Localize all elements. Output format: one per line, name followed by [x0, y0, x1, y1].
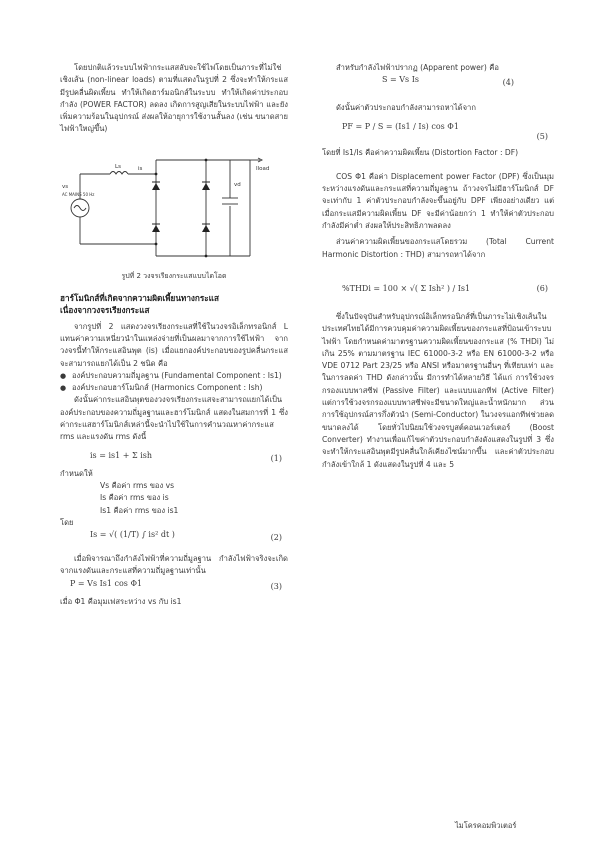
dpf-paragraph: COS Φ1 คือค่า Displacement power Factor (DPF) ซึ่งเป็นมุมระหว่างแรงดันและกระแสที่ความถี่มูลฐาน ถ้าวงจรไม่มีฮาร์โมนิกส์ DF จะเท่ากับ 1 ค่าตัวประกอบกำลังจะขึ้นอยู่กับ DPF เพียงอย่างเดียว แต่เมื่อกระแสมีความผิดเพี้ยน DF จะมีค่าน้อยกว่า 1 ทำให้ค่าตัวประกอบกำลังมีค่าต่ำ ส่งผลให้ประสิทธิภาพลดลง — [322, 171, 554, 231]
source-label: vs — [62, 183, 69, 190]
power-paragraph: เมื่อพิจารณาถึงกำลังไฟฟ้าที่ความถี่มูลฐาน กำลังไฟฟ้าจริงจะเกิดจากแรงดันและกระแสที่ความถี่มูลฐานเท่านั้น — [60, 554, 288, 576]
equation-5-number: (5) — [536, 131, 548, 141]
equation-4-number: (4) — [502, 78, 514, 88]
variable-is1: Is1 คือค่า rms ของ is1 — [100, 505, 179, 515]
rectifier-paragraph: จากรูปที่ 2 แสดงวงจรเรียงกระแสที่ใช้ในวงจรอิเล็กทรอนิกส์ L แทนค่าความเหนี่ยวนำในแหล่งจ่ายที่เป็นผลมาจากการใช้ไฟฟ้า จากวงจรนี้ทำให้กระแสอินพุต (is) เมื่อแยกองค์ประกอบของรูปคลื่นกระแส จะสามารถแยกได้เป็น 2 ชนิด คือ — [60, 321, 288, 368]
power-factor-intro: ดังนั้นค่าตัวประกอบกำลังสามารถหาได้จาก — [336, 103, 476, 113]
rectifier-circuit-figure — [60, 146, 288, 268]
equation-2-number: (2) — [270, 533, 282, 543]
equation-3 — [60, 578, 288, 596]
rectifier-circuit-diagram — [60, 146, 288, 268]
intro-paragraph: โดยปกติแล้วระบบไฟฟ้ากระแสสลับจะใช้ไฟโดยเป็นภาระที่ไม่ใช่เชิงเส้น (non-linear loads) ตามที่แสดงในรูปที่ 2 ซึ่งจะทำให้กระแสมีรูปคลื่นผิดเพี้ยน ทำให้เกิดฮาร์มอนิกส์ในระบบ ทำให้เกิดค่าประกอบกำลัง (POWER FACTOR) ลดลง เกิดการสูญเสียในระบบไฟฟ้า และยังเพิ่มความร้อนในอุปกรณ์ ส่งผลให้อายุการใช้งานสั้นลง (เช่น ขนาดสายไฟฟ้าใหญ่ขึ้น) — [60, 63, 288, 134]
inductor-label: Ls — [115, 163, 121, 170]
distortion-factor-line: โดยที่ Is1/Is คือค่าความผิดเพี้ยน (Distortion Factor : DF) — [322, 147, 519, 157]
equation-1-text: is = is1 + Σ ish — [90, 450, 153, 460]
equation-2-text: Is = √( (1/T) ∫ is² dt ) — [90, 530, 175, 540]
right-column — [322, 62, 554, 471]
equation-5 — [322, 121, 554, 147]
apparent-power-intro: สำหรับกำลังไฟฟ้าปรากฏ (Apparent power) คือ — [336, 63, 499, 72]
bullet-harmonics: ● องค์ประกอบฮาร์โมนิกส์ (Harmonics Component : Ish) — [60, 382, 288, 394]
bullet-fundamental: ● องค์ประกอบความถี่มูลฐาน (Fundamental Component : Is1) — [60, 370, 288, 382]
equation-3-number: (3) — [270, 581, 282, 591]
equation-3-where: เมื่อ Φ1 คือมุมเฟสระหว่าง vs กับ is1 — [60, 596, 182, 606]
variable-is: Is คือค่า rms ของ is — [100, 493, 169, 503]
input-current-label: is — [138, 165, 143, 172]
section-heading-2: เนื่องจากวงจรเรียงกระแส — [60, 305, 150, 316]
equation-6-text: %THDi = 100 × √( Σ Ish² ) / Is1 — [342, 283, 471, 293]
and-label: โดย — [60, 517, 74, 527]
variable-vs: Vs คือค่า rms ของ vs — [100, 480, 175, 490]
equation-3-text: P = Vs Is1 cos Φ1 — [70, 578, 143, 588]
equation-6-number: (6) — [536, 283, 548, 293]
thd-intro: ส่วนค่าความผิดเพี้ยนของกระแสโดยรวม (Total Current Harmonic Distortion : THD) สามารถหาได้จาก — [322, 237, 554, 259]
equation-6 — [322, 267, 554, 311]
load-current-label: Iload — [256, 165, 270, 172]
mains-label: AC MAINS 50 Hz — [62, 191, 95, 197]
dc-voltage-label: vd — [234, 181, 241, 188]
section-heading: ฮาร์โมนิกส์ที่เกิดจากความผิดเพี้ยนทางกระแส — [60, 293, 219, 304]
equation-1-number: (1) — [270, 453, 282, 463]
equation-1 — [60, 450, 288, 468]
left-column — [60, 62, 288, 608]
components-paragraph: ดังนั้นค่ากระแสอินพุตของวงจรเรียงกระแสจะสามารถแยกได้เป็นองค์ประกอบของความถี่มูลฐานและฮาร์โมนิกส์ แสดงในสมการที่ 1 ซึ่งค่ากระแสฮาร์โมนิกส์เหล่านี้จะนำไปใช้ในการคำนวณหาค่ากระแส rms และแรงดัน rms ดังนี้ — [60, 395, 288, 442]
equation-5-text: PF = P / S = (Is1 / Is) cos Φ1 — [342, 121, 459, 131]
equation-4-text: S = Vs Is — [382, 75, 419, 85]
page-footer: ไมโครคอมพิวเตอร์ — [455, 821, 517, 830]
where-label: กำหนดให้ — [60, 468, 93, 478]
equation-2 — [60, 529, 288, 553]
standards-paragraph: ซึ่งในปัจจุบันสำหรับอุปกรณ์อิเล็กทรอนิกส์ที่เป็นภาระไม่เชิงเส้นในประเทศไทยได้มีการควบคุมค่าความผิดเพี้ยนของกระแสที่ป้อนเข้าระบบไฟฟ้า โดยกำหนดค่ามาตรฐานความผิดเพี้ยนของกระแส (% THDi) ไม่เกิน 25% ตามมาตรฐาน IEC 61000-3-2 หรือ EN 61000-3-2 หรือ VDE 0712 Part 23/25 หรือ ANSI หรือมาตรฐานอื่นๆ ที่เทียบเท่า และในการลดค่า THD ดังกล่าวนั้น มีการทำได้หลายวิธี ได้แก่ การใช้วงจรกรองแบบพาสซีฟ (Passive Filter) และแบบแอกทีฟ (Active Filter) แต่การใช้วงจรกรองแบบพาสซีฟจะมีขนาดใหญ่และน้ำหนักมาก ส่วนการใช้อุปกรณ์สารกึ่งตัวนำ (Semi-Conductor) ในวงจรแอกทีฟช่วยลดขนาดลงได้ โดยทั่วไปนิยมใช้วงจรบูสต์คอนเวอร์เตอร์ (Boost Converter) ทำงานเพื่อแก้ไขค่าตัวประกอบกำลังดังแสดงในรูปที่ 3 ซึ่งจะทำให้กระแสอินพุตมีรูปคลื่นใกล้เคียงไซน์มากขึ้น และค่าตัวประกอบกำลังเข้าใกล้ 1 ดังแสดงในรูปที่ 4 และ 5 — [322, 311, 554, 469]
equation-4 — [322, 74, 554, 92]
figure-caption: รูปที่ 2 วงจรเรียงกระแสแบบไดโอด — [121, 271, 227, 280]
